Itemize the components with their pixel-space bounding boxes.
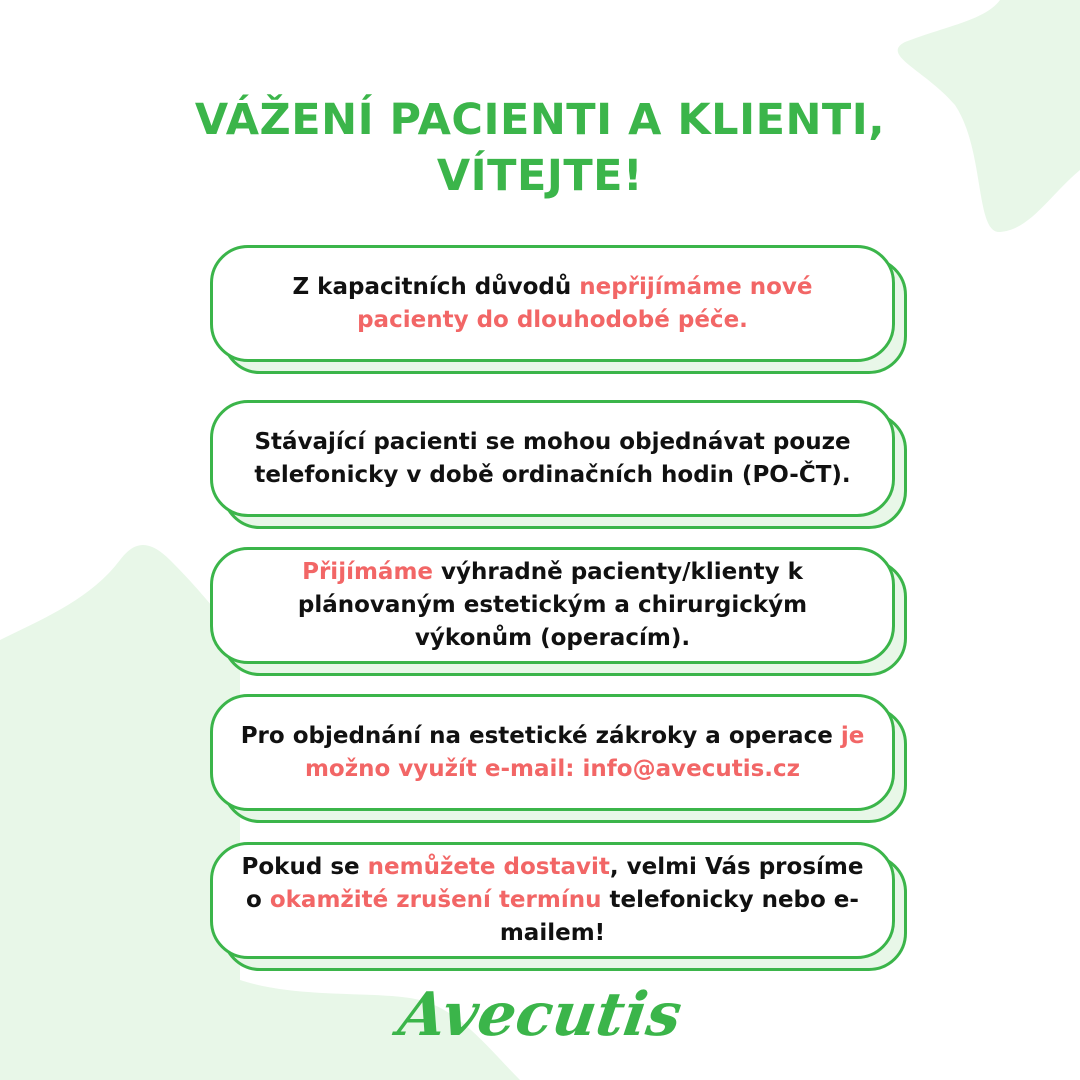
highlighted-text: nemůžete dostavit (367, 854, 610, 880)
card-accepted-patients (210, 547, 907, 676)
body-text: , velmi Vás prosíme o (246, 854, 864, 913)
card (210, 547, 895, 664)
card-existing-patients (210, 400, 907, 529)
card-text (237, 851, 868, 950)
headline (0, 92, 1080, 204)
headline-line-1: VÁŽENÍ PACIENTI A KLIENTI, (194, 95, 886, 145)
card (210, 694, 895, 811)
body-text: telefonicky nebo e-mailem! (499, 887, 859, 946)
avecutis-logo: Avecutis (394, 980, 686, 1050)
highlighted-text: info@avecutis.cz (582, 755, 801, 782)
card-text (237, 271, 868, 337)
card-capacity-notice (210, 245, 907, 374)
card (210, 842, 895, 959)
card-text (237, 720, 868, 786)
headline-line-2: VÍTEJTE! (436, 151, 644, 201)
highlighted-text: okamžité zrušení termínu (269, 887, 602, 913)
card-cancellation (210, 842, 907, 971)
body-text: Pokud se (241, 854, 368, 880)
body-text: Pro objednání na estetické zákroky a operace (240, 722, 841, 749)
body-text: výhradně pacienty/klienty k plánovaným estetickým a chirurgickým výkonům (operacím). (297, 559, 808, 651)
highlighted-text: Přijímáme (302, 559, 434, 585)
card-text (237, 426, 868, 492)
card-booking-email (210, 694, 907, 823)
body-text: Stávající pacienti se mohou objednávat pouze telefonicky v době ordinačních hodin (PO-ČT). (254, 428, 851, 488)
highlighted-text: je možno využít e-mail: (304, 722, 865, 782)
card (210, 245, 895, 362)
body-text (575, 756, 583, 782)
card (210, 400, 895, 517)
body-text: Z kapacitních důvodů (292, 273, 580, 300)
highlighted-text: nepřijímáme nové pacienty do dlouhodobé péče. (357, 273, 813, 333)
card-text (237, 556, 868, 655)
